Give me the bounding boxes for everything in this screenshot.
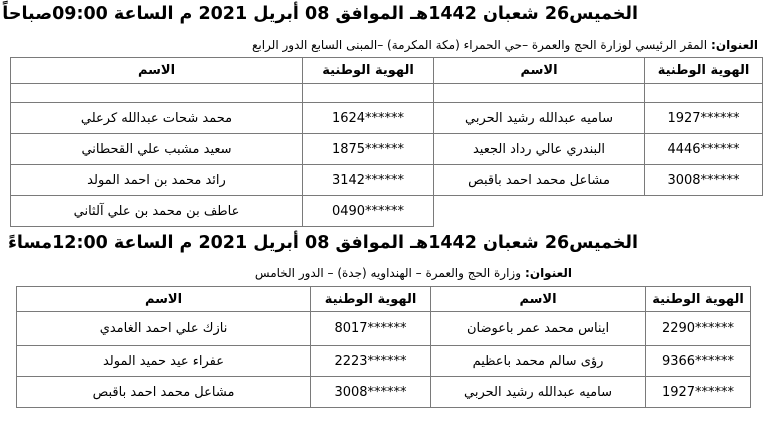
session2-table xyxy=(16,286,751,408)
name-cell: سعيد مشبب علي القحطاني xyxy=(11,134,303,165)
table-row xyxy=(11,196,763,227)
table-row xyxy=(11,134,763,165)
session1-address-text: المقر الرئيسي لوزارة الحج والعمرة –حي الحمراء (مكة المكرمة) –المبنى السابع الدور الرابع xyxy=(252,38,708,52)
table-row xyxy=(17,312,751,346)
session1-table xyxy=(10,57,763,227)
header-name: الاسم xyxy=(434,58,645,84)
name-cell: البندري عالي رداد الجعيد xyxy=(434,134,645,165)
national-id-cell: 1927****** xyxy=(645,103,763,134)
header-national-id: الهوية الوطنية xyxy=(645,58,763,84)
name-cell: رائد محمد بن احمد المولد xyxy=(11,165,303,196)
name-cell: مشاعل محمد احمد باقبص xyxy=(434,165,645,196)
name-cell: ساميه عبدالله رشيد الحربي xyxy=(431,377,646,408)
empty-cell xyxy=(645,196,763,227)
national-id-cell: 4446****** xyxy=(645,134,763,165)
header-name: الاسم xyxy=(17,287,311,312)
name-cell: عفراء عيد حميد المولد xyxy=(17,346,311,377)
table-spacer-row xyxy=(11,84,763,103)
empty-cell xyxy=(434,196,645,227)
name-cell: ايناس محمد عمر باعوضان xyxy=(431,312,646,346)
header-national-id: الهوية الوطنية xyxy=(311,287,431,312)
session2-address-label: العنوان: xyxy=(525,266,572,280)
name-cell: نازك علي احمد الغامدي xyxy=(17,312,311,346)
header-national-id: الهوية الوطنية xyxy=(646,287,751,312)
session1-heading: الخميس26 شعبان 1442هـ الموافق 08 أبريل 2021 م الساعة 09:00صباحاً xyxy=(2,4,638,24)
session2-heading: الخميس26 شعبان 1442هـ الموافق 08 أبريل 2021 م الساعة 12:00مساءً xyxy=(7,233,638,253)
national-id-cell: 9366****** xyxy=(646,346,751,377)
name-cell: ساميه عبدالله رشيد الحربي xyxy=(434,103,645,134)
national-id-cell: 1624****** xyxy=(303,103,434,134)
session1-address-label: العنوان: xyxy=(711,38,758,52)
national-id-cell: 1927****** xyxy=(646,377,751,408)
header-name: الاسم xyxy=(11,58,303,84)
table-row xyxy=(11,103,763,134)
national-id-cell: 3142****** xyxy=(303,165,434,196)
header-name: الاسم xyxy=(431,287,646,312)
session2-address-text: وزارة الحج والعمرة – الهنداويه (جدة) – الدور الخامس xyxy=(254,266,522,280)
table-header-row xyxy=(11,58,763,84)
header-national-id: الهوية الوطنية xyxy=(303,58,434,84)
national-id-cell: 0490****** xyxy=(303,196,434,227)
table-header-row xyxy=(17,287,751,312)
national-id-cell: 2290****** xyxy=(646,312,751,346)
session1-address xyxy=(252,38,758,52)
table-row xyxy=(17,377,751,408)
national-id-cell: 8017****** xyxy=(311,312,431,346)
name-cell: رؤى سالم محمد باعظيم xyxy=(431,346,646,377)
national-id-cell: 3008****** xyxy=(645,165,763,196)
name-cell: عاطف بن محمد بن علي آلثاني xyxy=(11,196,303,227)
national-id-cell: 2223****** xyxy=(311,346,431,377)
name-cell: مشاعل محمد احمد باقبص xyxy=(17,377,311,408)
session2-address xyxy=(255,266,572,280)
national-id-cell: 3008****** xyxy=(311,377,431,408)
name-cell: محمد شحات عبدالله كرعلي xyxy=(11,103,303,134)
table-row xyxy=(11,165,763,196)
table-row xyxy=(17,346,751,377)
national-id-cell: 1875****** xyxy=(303,134,434,165)
